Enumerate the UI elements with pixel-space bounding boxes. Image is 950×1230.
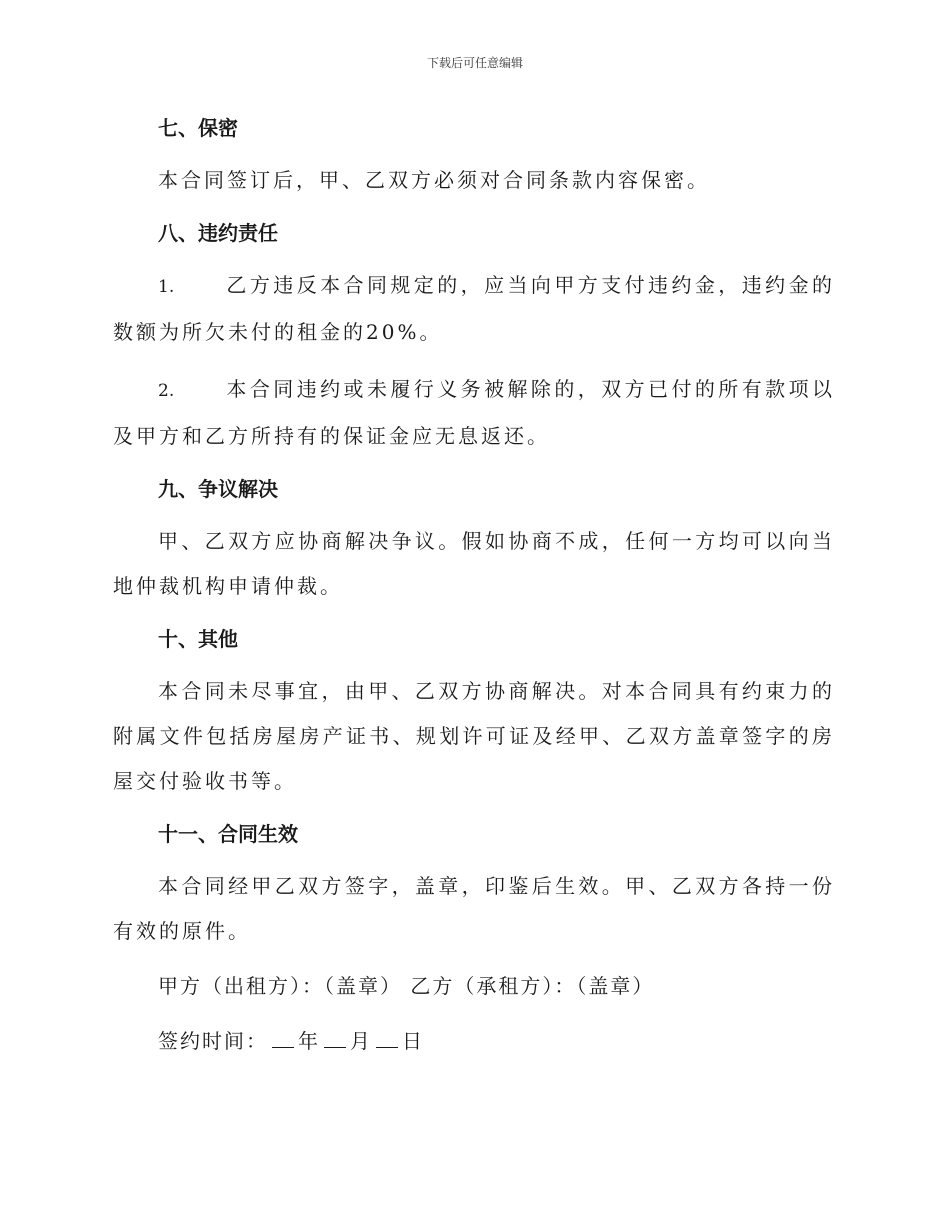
- year-label: 年: [298, 1029, 320, 1053]
- header-note: 下载后可任意编辑: [426, 56, 523, 70]
- year-blank: [272, 1029, 294, 1048]
- section-7-title: 七、保密: [158, 116, 238, 140]
- day-label: 日: [402, 1029, 424, 1053]
- month-blank: [324, 1029, 346, 1048]
- section-7-body: 本合同签订后，甲、乙双方必须对合同条款内容保密。: [158, 168, 710, 192]
- section-11-title: 十一、合同生效: [158, 822, 298, 846]
- item-text: 乙方违反本合同规定的，应当向甲方支付违约金，违约金的数额为所欠未付的租金的20%。: [113, 273, 835, 344]
- month-label: 月: [350, 1029, 372, 1053]
- section-8-title: 八、违约责任: [158, 221, 278, 245]
- section-8-item-1: [113, 263, 835, 355]
- section-11-body: 本合同经甲乙双方签字，盖章，印鉴后生效。甲、乙双方各持一份有效的原件。: [113, 874, 835, 943]
- item-text: 本合同违约或未履行义务被解除的，双方已付的所有款项以及甲方和乙方所持有的保证金应无息返还。: [113, 377, 835, 448]
- signature-line: 甲方（出租方）：（盖章） 乙方（承租方）：（盖章）: [158, 974, 655, 998]
- section-10-body: 本合同未尽事宜，由甲、乙双方协商解决。对本合同具有约束力的附属文件包括房屋房产证书、规划许可证及经甲、乙双方盖章签字的房屋交付验收书等。: [113, 679, 835, 793]
- item-number: 1.: [158, 277, 175, 297]
- day-blank: [376, 1029, 398, 1048]
- section-8-item-2: [113, 367, 835, 459]
- date-label: 签约时间：: [158, 1029, 268, 1053]
- section-9-title: 九、争议解决: [158, 477, 278, 501]
- document-body: [113, 108, 835, 1064]
- section-9-body: 甲、乙双方应协商解决争议。假如协商不成，任何一方均可以向当地仲裁机构申请仲裁。: [113, 529, 835, 598]
- item-number: 2.: [158, 381, 175, 401]
- signing-date: [158, 1019, 835, 1064]
- section-10-title: 十、其他: [158, 627, 238, 651]
